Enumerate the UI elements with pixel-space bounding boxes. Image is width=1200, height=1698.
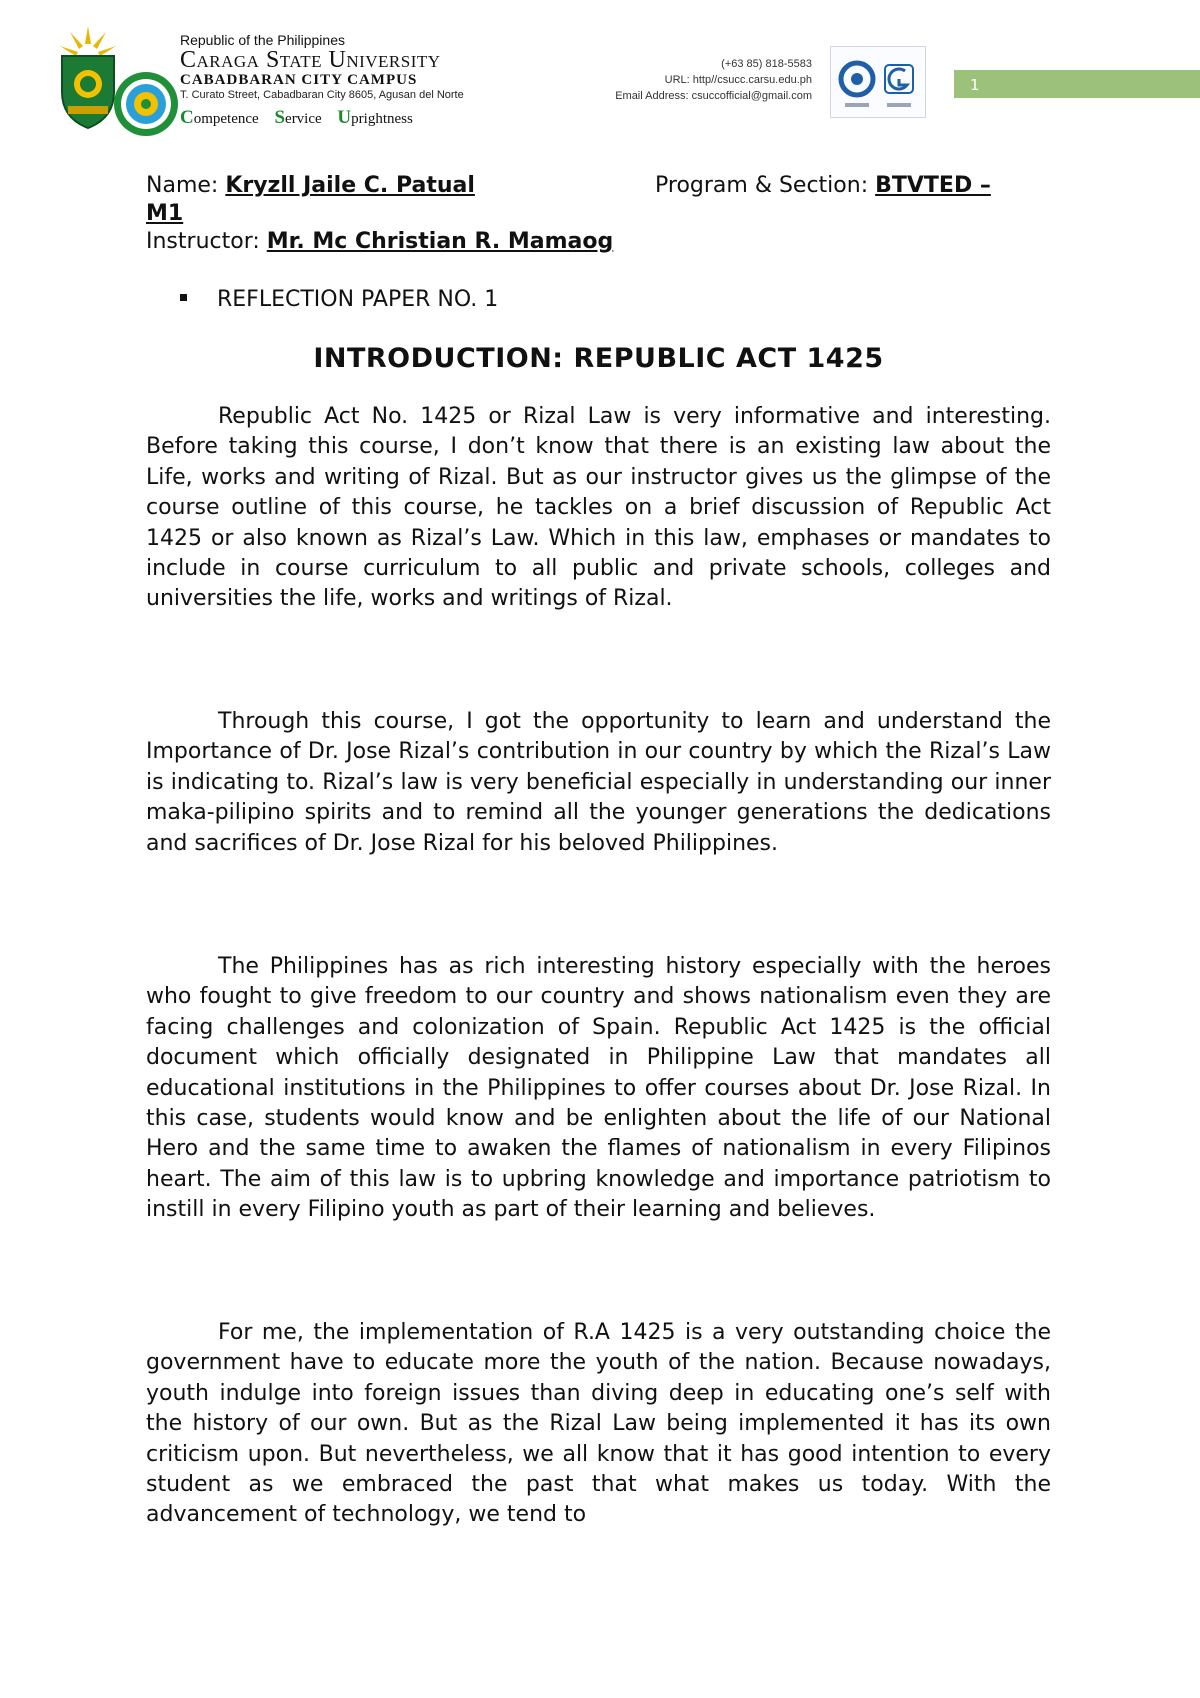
name-value: Kryzll Jaile C. Patual	[225, 173, 475, 198]
motto	[180, 108, 560, 129]
motto-word: Competence	[180, 107, 259, 128]
bullet-item	[180, 286, 498, 314]
name-label: Name:	[146, 173, 226, 198]
university-block	[180, 32, 560, 129]
motto-word: Uprightness	[337, 107, 413, 128]
bullet-text: REFLECTION PAPER NO. 1	[217, 287, 499, 312]
paragraph: Through this course, I got the opportunity to learn and understand the Importance of Dr. Jose Rizal’s contribution in our country by which the Rizal’s Law is indicating to. Rizal’s law is very beneficial especially in understanding our inner maka-pilipino spirits and to remind all the younger generations the dedications and sacrifices of Dr. Jose Rizal for his beloved Philippines.	[146, 709, 1051, 856]
paragraph: Republic Act No. 1425 or Rizal Law is very informative and interesting. Before taking this course, I don’t know that there is an existing law about the Life, works and writing of Rizal. But as our instructor gives us the glimpse of the course outline of this course, he tackles on a brief discussion of Republic Act 1425 or also known as Rizal’s Law. Which in this law, emphases or mandates to include in course curriculum to all public and private schools, colleges and universities the life, works and writings of Rizal.	[146, 404, 1051, 612]
university-name: Caraga State University	[180, 47, 441, 73]
paragraph: For me, the implementation of R.A 1425 is a very outstanding choice the government have to educate more the youth of the nation. Because nowadays, youth indulge into foreign issues than diving deep in educating one’s self with the history of our own. But as the Rizal Law being implemented it has its own criticism upon. But nevertheless, we all know that it has good intention to every student as we embraced the past that what makes us today. With the advancement of technology, we tend to	[146, 1320, 1051, 1528]
page-number-bar	[954, 70, 1200, 98]
program-continuation	[146, 200, 183, 228]
program-line	[655, 172, 1055, 200]
website-url: URL: http//csucc.carsu.edu.ph	[664, 74, 812, 86]
university-seal-logo	[56, 22, 120, 134]
program-label: Program & Section:	[655, 173, 876, 198]
instructor-line	[146, 228, 1046, 256]
letterhead	[0, 0, 1200, 150]
certification-badge-icon	[830, 46, 926, 118]
program-value: BTVTED –	[875, 173, 991, 198]
motto-word: Service	[274, 107, 322, 128]
document-title: INTRODUCTION: REPUBLIC ACT 1425	[313, 343, 884, 374]
paragraph: The Philippines has as rich interesting history especially with the heroes who fought to give freedom to our country and shows nationalism even they are facing challenges and colonization of Spain. Republic Act 1425 is the official document which officially designated in Philippine Law that mandates all educational institutions in the Philippines to offer courses about Dr. Jose Rizal. In this case, students would know and be enlighten about the life of our National Hero and the same time to awaken the flames of nationalism in every Filipinos heart. The aim of this law is to upbring knowledge and importance patriotism to instill in every Filipino youth as part of their learning and believes.	[146, 954, 1051, 1223]
square-bullet-icon	[180, 294, 187, 301]
republic-label: Republic of the Philippines	[180, 32, 345, 48]
instructor-value: Mr. Mc Christian R. Mamaog	[266, 229, 614, 254]
contact-block	[560, 56, 812, 104]
program-value-cont: M1	[146, 201, 184, 226]
page-number: 1	[970, 76, 980, 94]
campus-seal-logo	[112, 70, 180, 138]
instructor-label: Instructor:	[146, 229, 267, 254]
phone-number: (+63 85) 818-5583	[721, 58, 812, 70]
email-address: Email Address: csuccofficial@gmail.com	[615, 90, 812, 102]
campus-name: CABADBARAN CITY CAMPUS	[180, 72, 418, 88]
campus-address: T. Curato Street, Cabadbaran City 8605, Agusan del Norte	[180, 89, 464, 101]
